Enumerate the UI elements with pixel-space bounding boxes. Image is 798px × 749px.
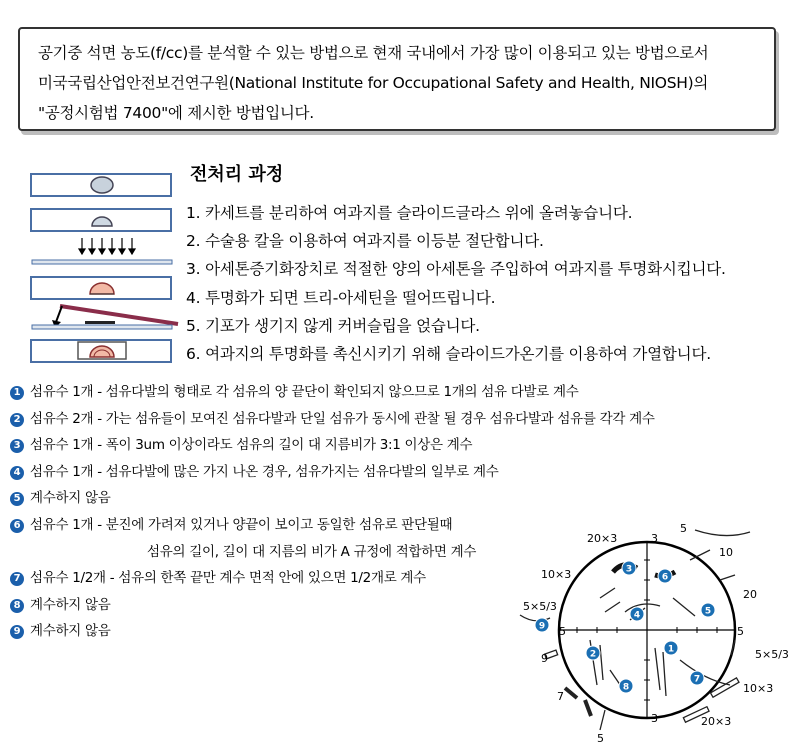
marker-6 — [658, 569, 672, 583]
rule-text: 섬유수 1/2개 - 섬유의 한쪽 끝만 계수 면적 안에 있으면 1/2개로 계수 — [30, 570, 426, 587]
rule-text: 섬유수 2개 - 가는 섬유들이 모여진 섬유다발과 단일 섬유가 동시에 관찰 될 경우 섬유다발과 섬유를 각각 계수 — [30, 410, 655, 427]
marker-label: 6 — [661, 572, 669, 583]
graticule-label: 5 — [597, 732, 604, 745]
marker-label: 2 — [589, 649, 597, 660]
step-1: 1. 카세트를 분리하여 여과지를 슬라이드글라스 위에 올려놓습니다. — [186, 204, 633, 222]
marker-3 — [622, 561, 636, 575]
rule-2 — [10, 409, 655, 436]
step-4: 4. 투명화가 되면 트리-아세틴을 떨어뜨립니다. — [186, 288, 496, 307]
rule-number-badge: 5 — [10, 492, 24, 506]
rule-text: 계수하지 않음 — [30, 490, 111, 507]
marker-1 — [664, 641, 678, 655]
rule-4 — [10, 462, 655, 489]
graticule-label: 3 — [651, 712, 658, 725]
marker-label: 8 — [622, 682, 630, 693]
marker-8 — [619, 679, 633, 693]
rule-number-badge: 3 — [10, 439, 24, 453]
marker-label: 5 — [704, 606, 712, 617]
rule-number-badge: 4 — [10, 466, 24, 480]
graticule-label: 9 — [541, 652, 548, 665]
rule-number-badge: 7 — [10, 572, 24, 586]
rule-number-badge: 6 — [10, 519, 24, 533]
step-6: 6. 여과지의 투명화를 촉신시키기 위해 슬라이드가온기를 이용하여 가열합니다. — [186, 344, 711, 363]
acetone-vapor-arrows-illustration — [30, 236, 174, 266]
rule-text: 계수하지 않음 — [30, 596, 111, 613]
graticule-label: 5 — [559, 625, 566, 638]
rule-number-badge: 8 — [10, 599, 24, 613]
rule-text: 계수하지 않음 — [30, 623, 111, 640]
intro-line-2: 미국국립산업안전보건연구원(National Institute for Occupational Safety and Health, NIOSH)의 — [38, 74, 709, 92]
step-3: 3. 아세톤증기화장치로 적절한 양의 아세톤을 주입하여 여과지를 투명화시킵니다. — [186, 260, 726, 279]
rule-1 — [10, 382, 655, 409]
graticule-label: 5×5/3 — [755, 648, 789, 661]
graticule-label: 20 — [743, 588, 757, 601]
marker-label: 1 — [667, 644, 675, 655]
marker-label: 4 — [633, 610, 641, 621]
graticule-label: 10×3 — [541, 568, 572, 581]
marker-9 — [535, 618, 549, 632]
marker-4 — [630, 607, 644, 621]
rule-text: 섬유수 1개 - 분진에 가려져 있거나 양끝이 보이고 동일한 섬유로 판단될때 — [30, 516, 453, 533]
graticule-label: 3 — [651, 532, 658, 545]
graticule-label: 10 — [719, 546, 733, 559]
step-2: 2. 수술용 칼을 이용하여 여과지를 이등분 절단합니다. — [186, 232, 544, 251]
rule-text: 섬유수 1개 - 섬유다발에 많은 가지 나온 경우, 섬유가지는 섬유다발의 일부로 계수 — [30, 463, 499, 480]
marker-2 — [586, 646, 600, 660]
slide-step-4-illustration — [30, 276, 172, 300]
rule-number-badge: 2 — [10, 413, 24, 427]
graticule-label: 10×3 — [743, 682, 774, 695]
graticule-label: 20×3 — [701, 715, 732, 728]
marker-5 — [701, 603, 715, 617]
intro-line-3: "공정시험법 7400"에 제시한 방법입니다. — [38, 104, 314, 122]
marker-7 — [690, 671, 704, 685]
rule-number-badge: 1 — [10, 386, 24, 400]
rule-number-badge: 9 — [10, 625, 24, 639]
rule-3 — [10, 435, 655, 462]
graticule-label: 5×5/3 — [523, 600, 557, 613]
cover-slip-illustration — [30, 300, 180, 334]
slide-step-1-illustration — [30, 173, 172, 197]
graticule-label: 5 — [737, 625, 744, 638]
marker-label: 3 — [625, 564, 633, 575]
slide-step-2-illustration — [30, 208, 172, 232]
fiber-counting-graticule-diagram — [505, 520, 795, 749]
intro-box — [18, 27, 776, 131]
rule-5 — [10, 488, 655, 515]
rule-text: 섬유수 1개 - 섬유다발의 형태로 각 섬유의 양 끝단이 확인되지 않으므로 1개의 섬유 다발로 계수 — [30, 384, 579, 400]
graticule-label: 5 — [680, 522, 687, 535]
intro-line-1: 공기중 석면 농도(f/cc)를 분석할 수 있는 방법으로 현재 국내에서 가장 많이 이용되고 있는 방법으로서 — [38, 44, 709, 62]
rule-text: 섬유의 길이, 길이 대 지름의 비가 A 규정에 적합하면 계수 — [147, 543, 477, 560]
rule-text: 섬유수 1개 - 폭이 3um 이상이라도 섬유의 길이 대 지름비가 3:1 이상은 계수 — [30, 437, 473, 454]
marker-label: 9 — [538, 621, 546, 632]
pretreatment-steps — [186, 202, 726, 371]
marker-label: 7 — [693, 674, 701, 685]
step-5: 5. 기포가 생기지 않게 커버슬립을 얹습니다. — [186, 316, 480, 335]
graticule-label: 20×3 — [587, 532, 618, 545]
graticule-label: 7 — [557, 690, 564, 703]
slide-step-6-illustration — [30, 339, 172, 363]
pretreatment-title: 전처리 과정 — [190, 164, 284, 185]
